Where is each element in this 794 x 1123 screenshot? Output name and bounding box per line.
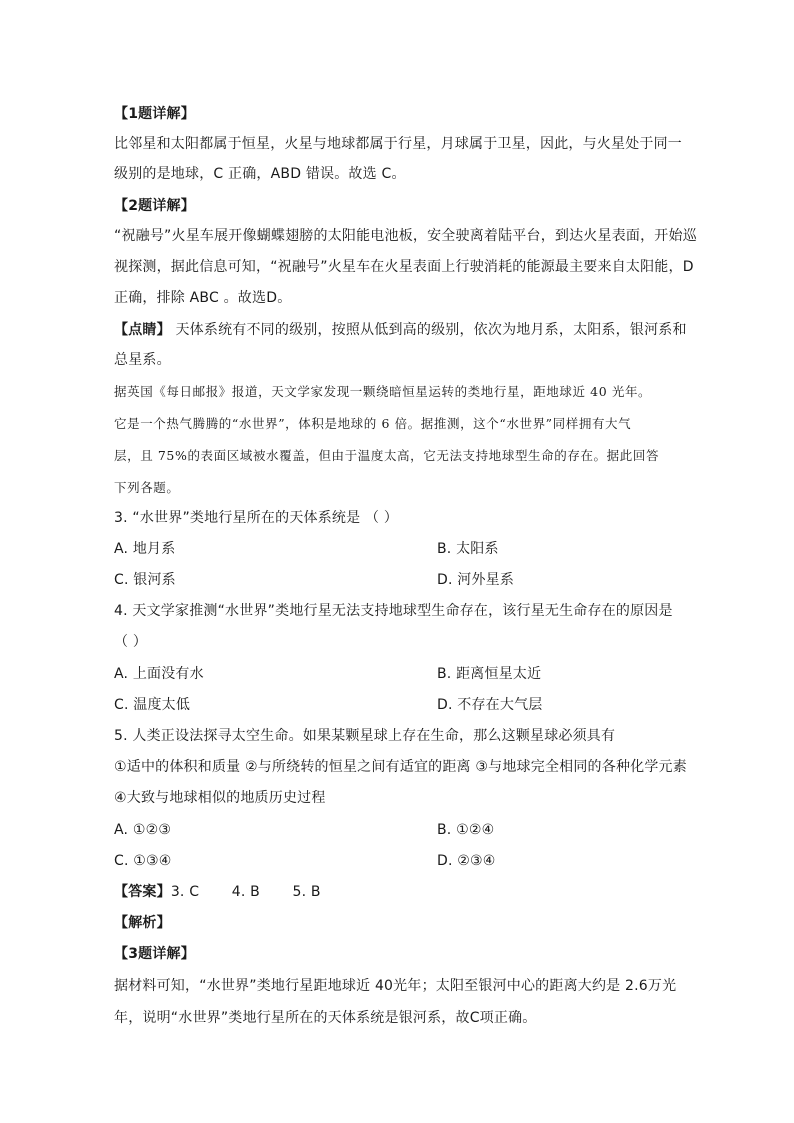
q5-option-c: C. ①③④ [114,853,172,869]
analysis-sub-heading: 【3题详解】 [114,946,195,962]
q5-conditions-2: ④大致与地球相似的地质历史过程 [114,790,326,806]
q4-stem-bracket: （ ） [114,634,148,650]
q4-stem: 4. 天文学家推测“水世界”类地行星无法支持地球型生命存在，该行星无生命存在的原因是 [114,603,673,619]
section2-heading: 【2题详解】 [114,198,195,214]
comment-line-1 [114,320,687,340]
section1-line-2: 级别的是地球，C 正确，ABD 错误。故选 C。 [114,166,406,182]
q4-option-d: D. 不存在大气层 [437,697,543,713]
material-line-3: 层，且 75%的表面区域被水覆盖，但由于温度太高，它无法支持地球型生命的存在。据此回答 [114,448,660,463]
section1-line-1: 比邻星和太阳都属于恒星，火星与地球都属于行星，月球属于卫星，因此，与火星处于同一 [114,136,682,152]
section2-line-3: 正确，排除 ABC 。故选D。 [114,290,292,306]
section2-line-2: 视探测，据此信息可知，“祝融号”火星车在火星表面上行驶消耗的能源最主要来自太阳能，D [114,259,694,275]
comment-tag: 【点睛】 [114,322,171,338]
answer-values: 3. C 4. B 5. B [170,884,321,900]
q3-option-c: C. 银河系 [114,572,176,588]
analysis-heading: 【解析】 [114,915,171,931]
analysis-line-1: 据材料可知，“水世界”类地行星距地球近 40光年；太阳至银河中心的距离大约是 2.6万光 [114,978,677,994]
material-line-1: 据英国《每日邮报》报道，天文学家发现一颗绕暗恒星运转的类地行星，距地球近 40 光年。 [114,384,652,399]
q3-option-b: B. 太阳系 [437,541,499,557]
q4-option-c: C. 温度太低 [114,697,191,713]
q5-option-d: D. ②③④ [437,853,496,869]
material-line-4: 下列各题。 [114,480,180,495]
answer-line [114,882,321,902]
analysis-line-2: 年，说明“水世界”类地行星所在的天体系统是银河系，故C项正确。 [114,1010,537,1026]
section2-line-1: “祝融号”火星车展开像蝴蝶翅膀的太阳能电池板，安全驶离着陆平台，到达火星表面，开始巡 [114,228,697,244]
q4-option-a: A. 上面没有水 [114,666,204,682]
q3-option-a: A. 地月系 [114,541,176,557]
q5-stem: 5. 人类正设法探寻太空生命。如果某颗星球上存在生命，那么这颗星球必须具有 [114,728,616,744]
q5-option-a: A. ①②③ [114,822,172,838]
q3-option-d: D. 河外星系 [437,572,515,588]
q3-stem: 3. “水世界”类地行星所在的天体系统是 （ ） [114,510,399,526]
material-line-2: 它是一个热气腾腾的“水世界”，体积是地球的 6 倍。据推测，这个“水世界”同样拥有大气 [114,416,632,431]
q4-option-b: B. 距离恒星太近 [437,666,542,682]
q5-conditions-1: ①适中的体积和质量 ②与所绕转的恒星之间有适宜的距离 ③与地球完全相同的各种化学元素 [114,759,687,775]
answer-key: 【答案】 [114,884,171,900]
section1-heading: 【1题详解】 [114,106,195,122]
comment-line-2: 总星系。 [114,352,171,368]
q5-option-b: B. ①②④ [437,822,495,838]
comment-text: 天体系统有不同的级别，按照从低到高的级别，依次为地月系，太阳系，银河系和 [175,322,687,338]
